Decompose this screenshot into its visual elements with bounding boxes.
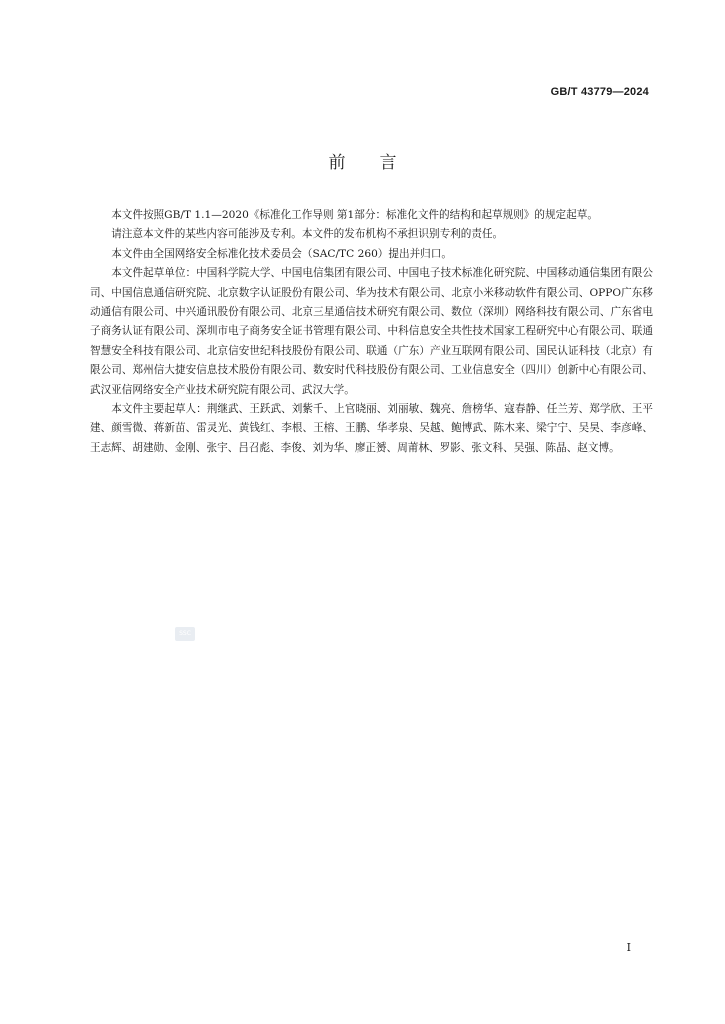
paragraph-drafting-rules: 本文件按照GB/T 1.1—2020《标准化工作导则 第1部分：标准化文件的结构和起草规则》的规定起草。 <box>111 209 598 221</box>
page-number: I <box>626 941 631 954</box>
paragraph-drafting-units: 本文件起草单位：中国科学院大学、中国电信集团有限公司、中国电子技术标准化研究院、中国移动通信集团有限公司、中国信息通信研究院、北京数字认证股份有限公司、华为技术有限公司、北京小米移动软件有限公司、OPPO广东移动通信有限公司、中兴通讯股份有限公司、北京三星通信技术研究有限公司、数位（深圳）网络科技有限公司、广东省电子商务认证有限公司、深圳市电子商务安全证书管理有限公司、中科信息安全共性技术国家工程研究中心有限公司、联通智慧安全科技有限公司、北京信安世纪科技股份有限公司、联通（广东）产业互联网有限公司、国民认证科技（北京）有限公司、郑州信大捷安信息技术股份有限公司、数安时代科技股份有限公司、工业信息安全（四川）创新中心有限公司、武汉亚信网络安全产业技术研究院有限公司、武汉大学。 <box>90 267 653 396</box>
paragraph-drafters: 本文件主要起草人：荆继武、王跃武、刘紫千、上官晓丽、刘丽敏、魏亮、詹榜华、寇春静、任兰芳、郑学欣、王平建、颜雪微、蒋新苗、雷灵光、黄钱红、李根、王榕、王鹏、华孝泉、吴越、鲍博武、陈木来、梁宁宁、吴昊、李彦峰、王志辉、胡建勋、金刚、张宇、吕召彪、李俊、刘为华、廖正赟、周莆林、罗影、张文科、吴强、陈晶、赵文博。 <box>90 403 653 454</box>
paragraph-patent-notice: 请注意本文件的某些内容可能涉及专利。本文件的发布机构不承担识别专利的责任。 <box>111 228 504 241</box>
watermark-logo: SSC <box>175 627 195 641</box>
standard-code: GB/T 43779—2024 <box>550 86 649 98</box>
foreword-body <box>90 206 653 458</box>
paragraph-proposer: 本文件由全国网络安全标准化技术委员会（SAC/TC 260）提出并归口。 <box>111 247 452 260</box>
page-title: 前言 <box>328 153 431 173</box>
